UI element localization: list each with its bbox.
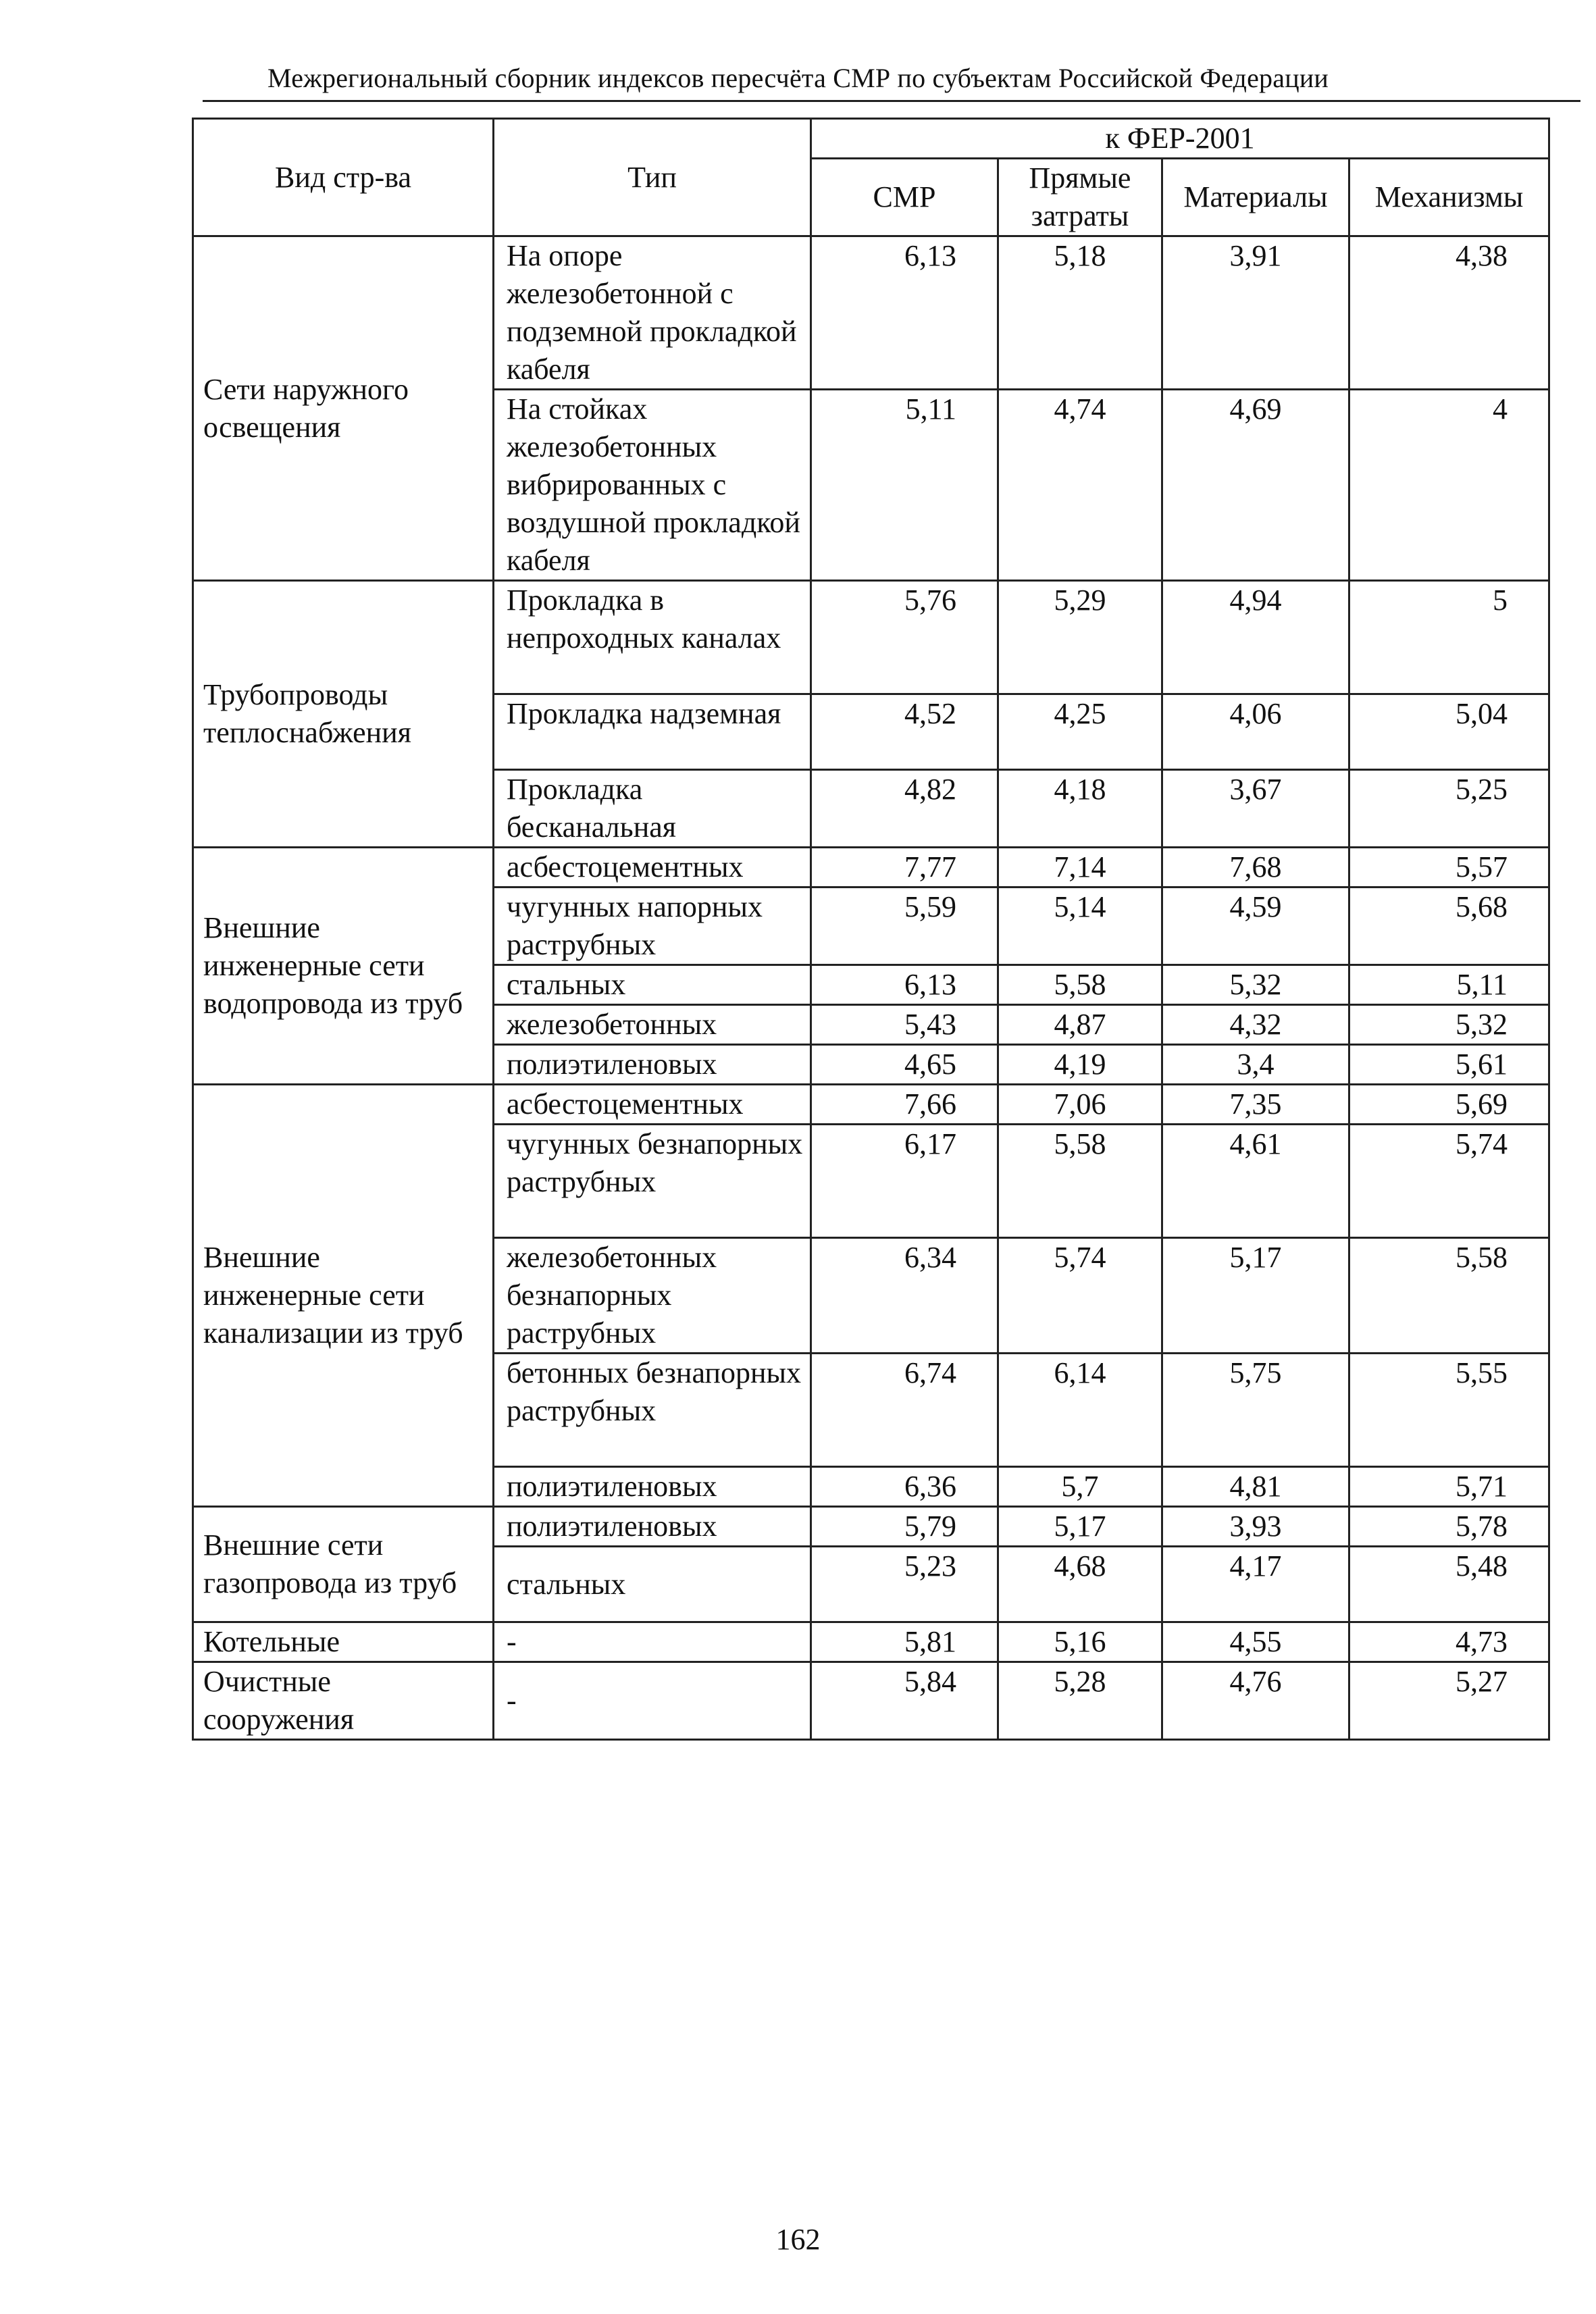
value-materialy: 3,4	[1162, 1045, 1349, 1085]
value-materialy: 4,69	[1162, 390, 1349, 581]
value-materialy: 4,17	[1162, 1547, 1349, 1622]
value-mekhanizmy: 5,25	[1349, 770, 1549, 848]
value-pryamye: 5,58	[998, 965, 1162, 1005]
value-materialy: 5,32	[1162, 965, 1349, 1005]
header-cell-vid: Вид стр-ва	[193, 119, 494, 236]
value-mekhanizmy: 5,55	[1349, 1354, 1549, 1467]
value-materialy: 4,61	[1162, 1125, 1349, 1238]
row-type: стальных	[494, 965, 811, 1005]
group-label: Сети наружного освещения	[193, 236, 494, 581]
table-row	[193, 1662, 1549, 1740]
row-type: железобетонных безнапорных раструбных	[494, 1238, 811, 1354]
value-materialy: 4,94	[1162, 581, 1349, 694]
value-mekhanizmy: 5	[1349, 581, 1549, 694]
header-cell-mekhanizmy: Механизмы	[1349, 159, 1549, 236]
row-type: чугунных безнапорных раструбных	[494, 1125, 811, 1238]
value-pryamye: 5,16	[998, 1622, 1162, 1662]
header-cell-pryamye: Прямые затраты	[998, 159, 1162, 236]
group-label: Трубопроводы теплоснабжения	[193, 581, 494, 848]
value-materialy: 3,91	[1162, 236, 1349, 390]
value-smr: 4,52	[811, 694, 998, 770]
value-materialy: 4,32	[1162, 1005, 1349, 1045]
value-materialy: 5,17	[1162, 1238, 1349, 1354]
value-pryamye: 4,74	[998, 390, 1162, 581]
value-smr: 5,81	[811, 1622, 998, 1662]
table-row	[193, 236, 1549, 390]
row-type: На опоре железобетонной с подземной прокладкой кабеля	[494, 236, 811, 390]
group-label: Внешние инженерные сети водопровода из труб	[193, 848, 494, 1085]
value-smr: 6,34	[811, 1238, 998, 1354]
value-smr: 5,59	[811, 888, 998, 965]
row-type: Прокладка надземная	[494, 694, 811, 770]
value-mekhanizmy: 5,48	[1349, 1547, 1549, 1622]
indices-table	[192, 118, 1550, 1741]
row-type: чугунных напорных раструбных	[494, 888, 811, 965]
row-type: полиэтиленовых	[494, 1467, 811, 1507]
value-smr: 5,23	[811, 1547, 998, 1622]
row-type: На стойках железобетонных вибрированных с воздушной прокладкой кабеля	[494, 390, 811, 581]
value-smr: 4,82	[811, 770, 998, 848]
row-type: железобетонных	[494, 1005, 811, 1045]
value-smr: 5,84	[811, 1662, 998, 1740]
value-mekhanizmy: 5,11	[1349, 965, 1549, 1005]
table-row	[193, 1622, 1549, 1662]
value-smr: 7,77	[811, 848, 998, 888]
value-smr: 6,13	[811, 965, 998, 1005]
row-type: бетонных безнапорных раструбных	[494, 1354, 811, 1467]
value-materialy: 4,55	[1162, 1622, 1349, 1662]
group-label: Котельные	[193, 1622, 494, 1662]
value-materialy: 3,93	[1162, 1507, 1349, 1547]
row-type: -	[494, 1662, 811, 1740]
value-smr: 5,43	[811, 1005, 998, 1045]
value-pryamye: 4,68	[998, 1547, 1162, 1622]
value-pryamye: 5,74	[998, 1238, 1162, 1354]
group-label: Очистные сооружения	[193, 1662, 494, 1740]
row-type: стальных	[494, 1547, 811, 1622]
value-pryamye: 4,87	[998, 1005, 1162, 1045]
value-pryamye: 5,18	[998, 236, 1162, 390]
value-materialy: 4,06	[1162, 694, 1349, 770]
value-pryamye: 5,28	[998, 1662, 1162, 1740]
value-pryamye: 4,25	[998, 694, 1162, 770]
value-materialy: 7,35	[1162, 1085, 1349, 1125]
value-mekhanizmy: 4,73	[1349, 1622, 1549, 1662]
value-smr: 6,74	[811, 1354, 998, 1467]
value-materialy: 5,75	[1162, 1354, 1349, 1467]
value-mekhanizmy: 5,68	[1349, 888, 1549, 965]
page-number: 162	[775, 2223, 821, 2256]
value-mekhanizmy: 5,71	[1349, 1467, 1549, 1507]
value-pryamye: 5,58	[998, 1125, 1162, 1238]
value-pryamye: 5,29	[998, 581, 1162, 694]
table-row	[193, 848, 1549, 888]
header-cell-materialy: Материалы	[1162, 159, 1349, 236]
value-pryamye: 5,17	[998, 1507, 1162, 1547]
value-materialy: 3,67	[1162, 770, 1349, 848]
header-cell-smr: СМР	[811, 159, 998, 236]
value-smr: 7,66	[811, 1085, 998, 1125]
row-type: полиэтиленовых	[494, 1045, 811, 1085]
value-mekhanizmy: 5,78	[1349, 1507, 1549, 1547]
table-row	[193, 1507, 1549, 1547]
value-smr: 5,11	[811, 390, 998, 581]
value-mekhanizmy: 5,61	[1349, 1045, 1549, 1085]
row-type: -	[494, 1622, 811, 1662]
value-pryamye: 4,18	[998, 770, 1162, 848]
value-mekhanizmy: 5,69	[1349, 1085, 1549, 1125]
value-mekhanizmy: 5,04	[1349, 694, 1549, 770]
value-smr: 5,76	[811, 581, 998, 694]
running-header: Межрегиональный сборник индексов пересчёта СМР по субъектам Российской Федерации	[267, 63, 1329, 93]
table-row	[193, 1085, 1549, 1125]
value-mekhanizmy: 5,27	[1349, 1662, 1549, 1740]
value-materialy: 4,59	[1162, 888, 1349, 965]
value-mekhanizmy: 5,74	[1349, 1125, 1549, 1238]
value-mekhanizmy: 4,38	[1349, 236, 1549, 390]
group-label: Внешние сети газопровода из труб	[193, 1507, 494, 1622]
value-pryamye: 5,14	[998, 888, 1162, 965]
row-type: Прокладка бесканальная	[494, 770, 811, 848]
value-pryamye: 5,7	[998, 1467, 1162, 1507]
value-mekhanizmy: 5,58	[1349, 1238, 1549, 1354]
value-mekhanizmy: 5,32	[1349, 1005, 1549, 1045]
value-materialy: 4,81	[1162, 1467, 1349, 1507]
value-pryamye: 4,19	[998, 1045, 1162, 1085]
value-mekhanizmy: 5,57	[1349, 848, 1549, 888]
group-label: Внешние инженерные сети канализации из труб	[193, 1085, 494, 1507]
row-type: полиэтиленовых	[494, 1507, 811, 1547]
value-smr: 5,79	[811, 1507, 998, 1547]
header-cell-fer: к ФЕР-2001	[811, 119, 1549, 159]
value-materialy: 7,68	[1162, 848, 1349, 888]
value-materialy: 4,76	[1162, 1662, 1349, 1740]
value-smr: 4,65	[811, 1045, 998, 1085]
value-pryamye: 6,14	[998, 1354, 1162, 1467]
value-pryamye: 7,06	[998, 1085, 1162, 1125]
value-pryamye: 7,14	[998, 848, 1162, 888]
row-type: Прокладка в непроходных каналах	[494, 581, 811, 694]
header-cell-tip: Тип	[494, 119, 811, 236]
table-row	[193, 581, 1549, 694]
value-smr: 6,13	[811, 236, 998, 390]
value-smr: 6,17	[811, 1125, 998, 1238]
row-type: асбестоцементных	[494, 1085, 811, 1125]
value-mekhanizmy: 4	[1349, 390, 1549, 581]
header-rule	[203, 100, 1580, 102]
value-smr: 6,36	[811, 1467, 998, 1507]
row-type: асбестоцементных	[494, 848, 811, 888]
